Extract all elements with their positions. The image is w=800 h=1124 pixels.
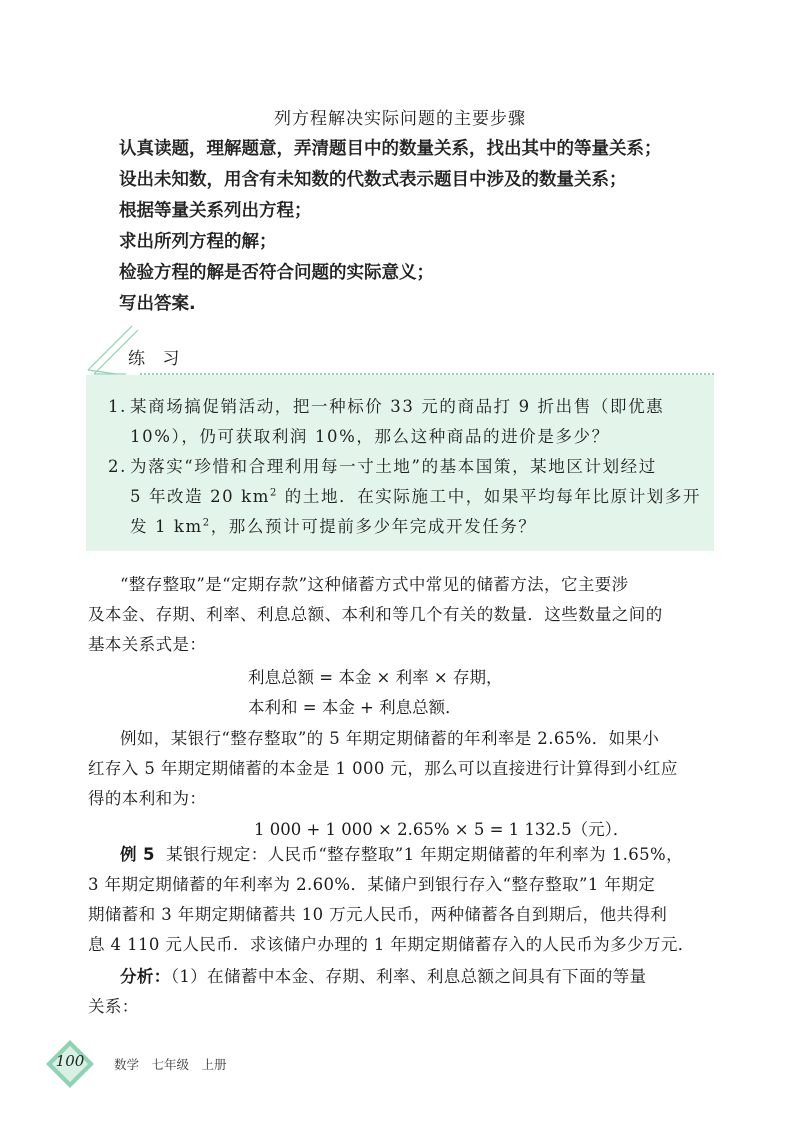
- exercise-question-1: [108, 392, 664, 422]
- paragraph-line: 基本关系式是：: [88, 635, 207, 654]
- exercise-title: 练 习: [128, 349, 186, 369]
- paragraph-line: 期储蓄和 3 年期定期储蓄共 10 万元人民币，两种储蓄各自到期后，他共得利: [88, 905, 668, 924]
- paragraph-line: 关系：: [88, 997, 139, 1016]
- paragraph-line: 3 年期定期储蓄的年利率为 2.60%．某储户到银行存入“整存整取”1 年期定: [88, 875, 656, 894]
- paragraph-line: 例如，某银行“整存整取”的 5 年期定期储蓄的年利率是 2.65%．如果小: [120, 729, 660, 748]
- book-info: 数学 七年级 上册: [114, 1057, 227, 1072]
- paragraph-line: 息 4 110 元人民币．求该储户办理的 1 年期定期储蓄存入的人民币为多少万元．: [88, 935, 695, 954]
- example-line: [120, 840, 683, 870]
- exercise-question-2: [108, 452, 657, 482]
- formula: 本利和 = 本金 + 利息总额．: [248, 698, 462, 717]
- analysis-line: [120, 962, 647, 992]
- formula: 利息总额 = 本金 × 利率 × 存期，: [248, 668, 503, 687]
- question-text: 5 年改造 20 km: [130, 487, 270, 506]
- question-number: 2.: [108, 457, 127, 476]
- step-item: 设出未知数，用含有未知数的代数式表示题目中涉及的数量关系；: [119, 170, 627, 190]
- question-number: 1.: [108, 397, 127, 416]
- step-item: 写出答案.: [119, 294, 196, 314]
- paragraph-line: 得的本利和为：: [88, 789, 207, 808]
- paragraph-line: “整存整取”是“定期存款”这种储蓄方式中常见的储蓄方法，它主要涉: [120, 575, 629, 594]
- step-item: 检验方程的解是否符合问题的实际意义；: [119, 263, 434, 283]
- question-text: ，那么预计可提前多少年完成开发任务？: [210, 517, 537, 536]
- question-text: 某商场搞促销活动，把一种标价 33 元的商品打 9 折出售（即优惠: [130, 397, 665, 416]
- question-text: 为落实“珍惜和合理利用每一寸土地”的基本国策，某地区计划经过: [130, 457, 657, 476]
- question-text: 的土地．在实际施工中，如果平均每年比原计划多开: [277, 487, 702, 506]
- example-label: 例 5: [120, 845, 155, 864]
- steps-title: 列方程解决实际问题的主要步骤: [274, 109, 526, 129]
- analysis-text: （1）在储蓄中本金、存期、利率、利息总额之间具有下面的等量: [170, 967, 647, 986]
- step-item: 根据等量关系列出方程；: [119, 201, 312, 221]
- steps-list: [119, 134, 662, 320]
- paragraph-line: 及本金、存期、利率、利息总额、本利和等几个有关的数量．这些数量之间的: [88, 605, 663, 624]
- paragraph-line: 红存入 5 年期定期储蓄的本金是 1 000 元，那么可以直接进行计算得到小红应: [88, 759, 678, 778]
- step-item: 认真读题，理解题意，弄清题目中的数量关系，找出其中的等量关系；: [119, 139, 662, 159]
- step-item: 求出所列方程的解；: [119, 232, 277, 252]
- formula: 1 000 + 1 000 × 2.65% × 5 = 1 132.5（元）．: [254, 820, 630, 839]
- superscript: 2: [269, 487, 278, 499]
- page-number: 100: [55, 1052, 85, 1070]
- question-text-line: [130, 482, 701, 512]
- superscript: 2: [202, 517, 211, 529]
- example-text: 某银行规定：人民币“整存整取”1 年期定期储蓄的年利率为 1.65%，: [166, 845, 684, 864]
- question-text: 发 1 km: [130, 517, 203, 536]
- question-text-line: [130, 512, 537, 542]
- analysis-label: 分析：: [120, 967, 171, 986]
- question-text: 10%），仍可获取利润 10%，那么这种商品的进价是多少？: [130, 427, 610, 446]
- exercise-divider: [140, 373, 714, 375]
